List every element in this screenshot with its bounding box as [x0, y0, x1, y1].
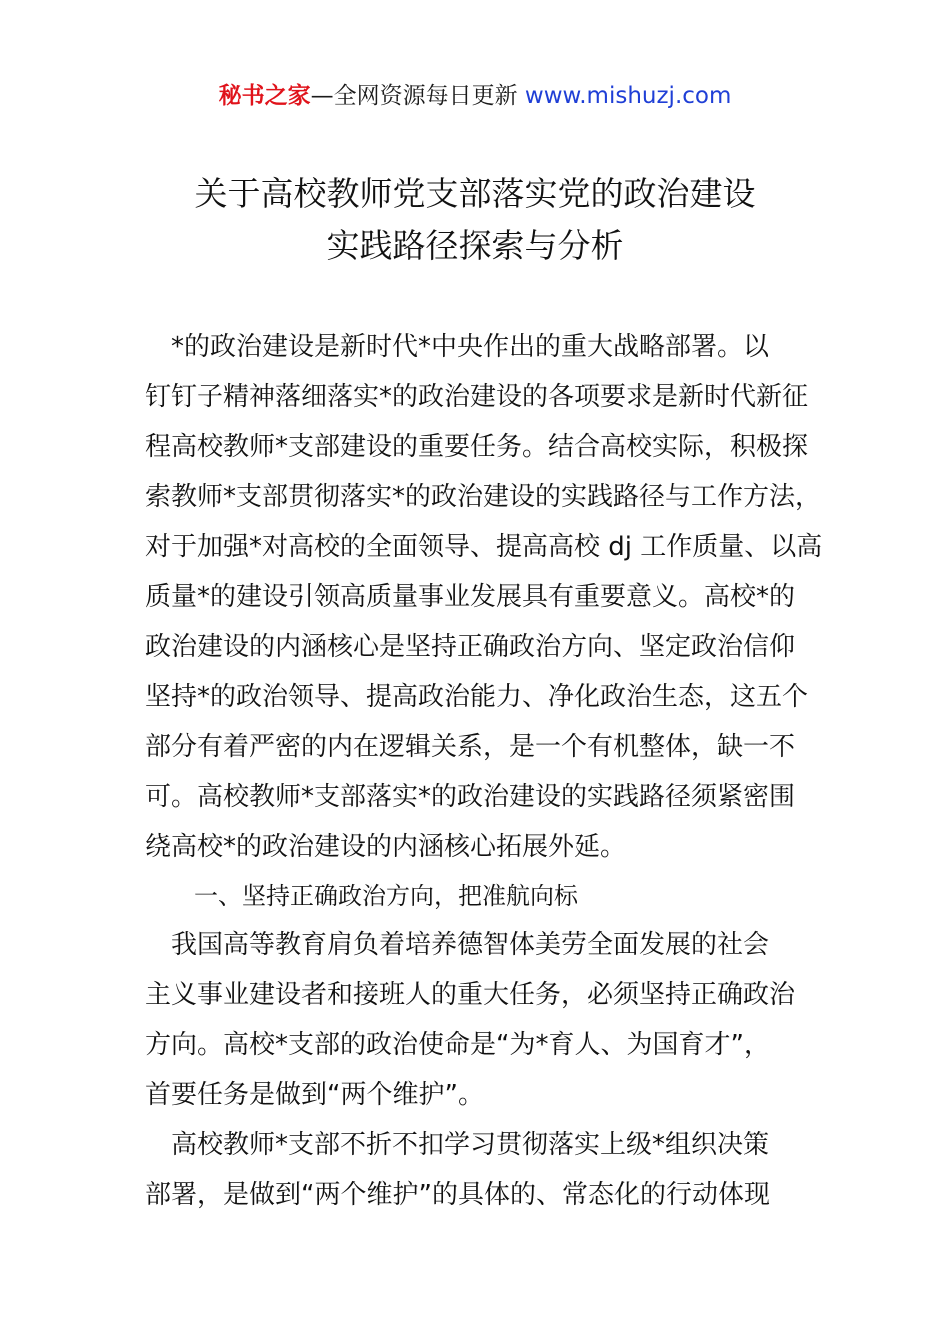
body-line: 绕高校*的政治建设的内涵核心拓展外延。 — [145, 832, 627, 862]
body-line: 部分有着严密的内在逻辑关系，是一个有机整体，缺一不 — [145, 732, 796, 762]
body-line: 坚持*的政治领导、提高政治能力、净化政治生态，这五个 — [145, 682, 809, 712]
body-line: 质量*的建设引领高质量事业发展具有重要意义。高校*的 — [145, 582, 796, 612]
site-url-link[interactable]: www.mishuzj.com — [524, 83, 732, 109]
body-line: *的政治建设是新时代*中央作出的重大战略部署。以 — [145, 332, 770, 362]
body-line: 方向。高校*支部的政治使命是“为*育人、为国育才”， — [145, 1030, 770, 1060]
site-header — [0, 80, 950, 112]
document-title-line-2: 实践路径探索与分析 — [326, 226, 624, 265]
body-line: 主义事业建设者和接班人的重大任务，必须坚持正确政治 — [145, 980, 796, 1010]
body-line: 对于加强*对高校的全面领导、提高高校 dj 工作质量、以高 — [145, 532, 823, 562]
body-line: 索教师*支部贯彻落实*的政治建设的实践路径与工作方法， — [145, 482, 822, 512]
body-line: 钉钉子精神落细落实*的政治建设的各项要求是新时代新征 — [145, 382, 809, 412]
document-title-line-1: 关于高校教师党支部落实党的政治建设 — [194, 174, 756, 213]
body-line: 程高校教师*支部建设的重要任务。结合高校实际，积极探 — [145, 432, 809, 462]
body-line: 政治建设的内涵核心是坚持正确政治方向、坚定政治信仰 — [145, 632, 796, 662]
site-brand: 秘书之家 — [218, 83, 311, 109]
body-line: 部署，是做到“两个维护”的具体的、常态化的行动体现 — [145, 1180, 770, 1210]
body-line: 我国高等教育肩负着培养德智体美劳全面发展的社会 — [145, 930, 770, 960]
body-line: 首要任务是做到“两个维护”。 — [145, 1080, 484, 1110]
section-heading: 一、坚持正确政治方向，把准航向标 — [194, 882, 578, 910]
body-line: 高校教师*支部不折不扣学习贯彻落实上级*组织决策 — [145, 1130, 770, 1160]
site-tagline: —全网资源每日更新 — [310, 83, 518, 109]
body-line: 可。高校教师*支部落实*的政治建设的实践路径须紧密围 — [145, 782, 796, 812]
